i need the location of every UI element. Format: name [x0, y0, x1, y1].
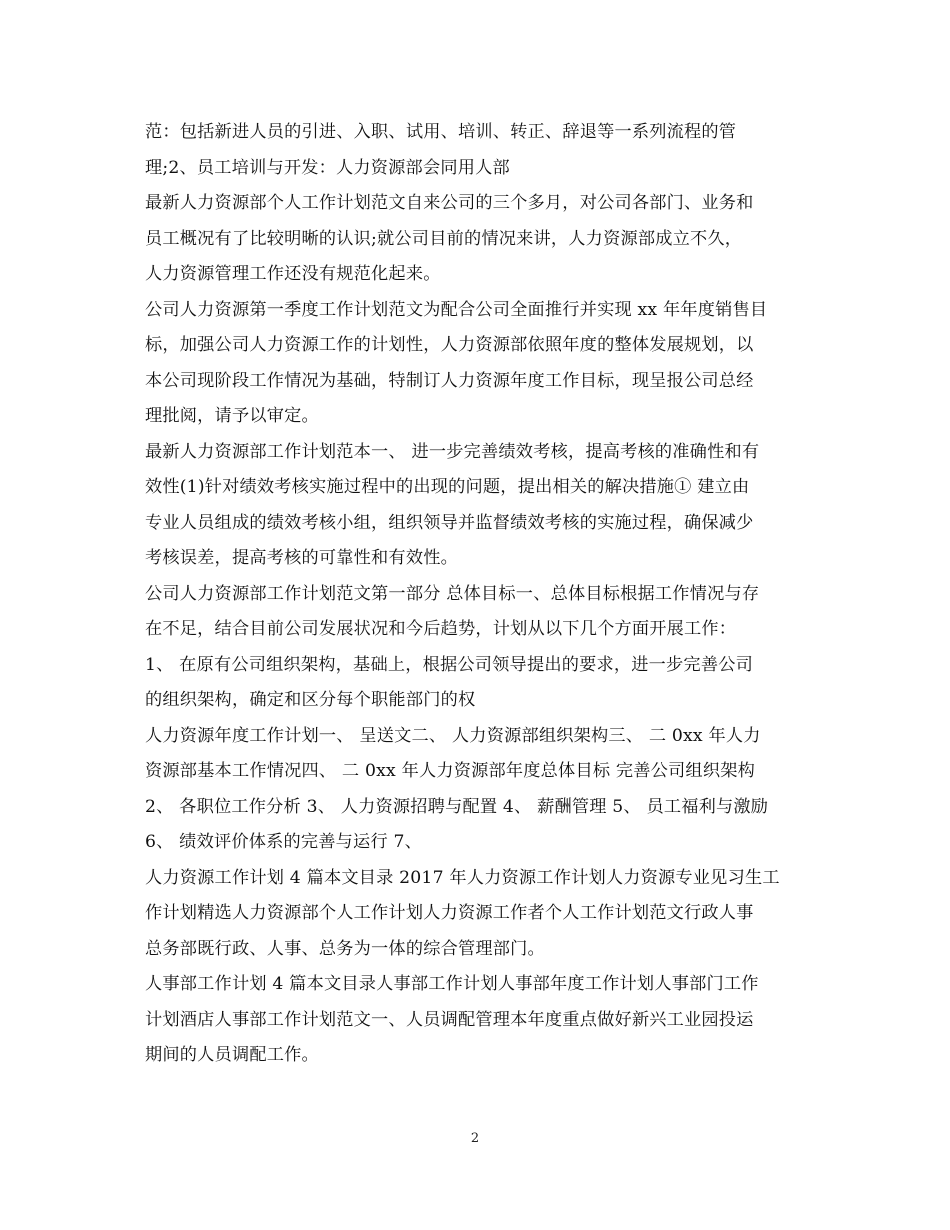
document-body: [145, 115, 810, 1074]
text-line: 人力资源管理工作还没有规范化起来。: [145, 264, 441, 284]
text-line: 的组织架构，确定和区分每个职能部门的权: [145, 690, 476, 710]
text-line: 1、 在原有公司组织架构，基础上，根据公司领导提出的要求，进一步完善公司: [145, 654, 753, 675]
page-number: 2: [470, 1131, 480, 1146]
text-line: 本公司现阶段工作情况为基础，特制订人力资源年度工作目标，现呈报公司总经: [145, 370, 754, 391]
text-line: 作计划精选人力资源部个人工作计划人力资源工作者个人工作计划范文行政人事: [145, 903, 754, 923]
text-line: 最新人力资源部工作计划范本一、 进一步完善绩效考核，提高考核的准确性和有: [145, 441, 760, 462]
text-line: 理;2、员工培训与开发：人力资源部会同用人部: [145, 157, 510, 178]
paragraph: [145, 115, 810, 186]
text-line: 6、 绩效评价体系的完善与运行 7、: [145, 832, 423, 852]
text-line: 专业人员组成的绩效考核小组，组织领导并监督绩效考核的实施过程，确保减少: [145, 512, 754, 533]
paragraph: [145, 577, 810, 719]
text-line: 公司人力资源第一季度工作计划范文为配合公司全面推行并实现 xx 年年度销售目: [145, 299, 768, 320]
text-line: 资源部基本工作情况四、 二 0xx 年人力资源部年度总体目标 完善公司组织架构: [145, 761, 755, 781]
paragraph: [145, 861, 810, 968]
text-line: 标，加强公司人力资源工作的计划性，人力资源部依照年度的整体发展规划，以: [145, 335, 754, 355]
text-line: 人力资源年度工作计划一、 呈送文二、 人力资源部组织架构三、 二 0xx 年人力: [145, 725, 761, 746]
text-line: 公司人力资源部工作计划范文第一部分 总体目标一、总体目标根据工作情况与存: [145, 583, 760, 604]
paragraph: [145, 435, 810, 577]
text-line: 最新人力资源部个人工作计划范文自来公司的三个多月，对公司各部门、业务和: [145, 193, 754, 213]
text-line: 效性(1)针对绩效考核实施过程中的出现的问题，提出相关的解决措施① 建立由: [145, 477, 750, 497]
paragraph: [145, 293, 810, 435]
paragraph: [145, 719, 810, 861]
text-line: 计划酒店人事部工作计划范文一、人员调配管理本年度重点做好新兴工业园投运: [145, 1009, 754, 1030]
text-line: 期间的人员调配工作。: [145, 1045, 319, 1065]
text-line: 总务部既行政、人事、总务为一体的综合管理部门。: [145, 938, 545, 959]
text-line: 人事部工作计划 4 篇本文目录人事部工作计划人事部年度工作计划人事部门工作: [145, 974, 759, 994]
paragraph: [145, 967, 810, 1074]
text-line: 考核误差，提高考核的可靠性和有效性。: [145, 548, 458, 568]
text-line: 员工概况有了比较明晰的认识;就公司目前的情况来讲，人力资源部成立不久，: [145, 228, 743, 249]
paragraph: [145, 186, 810, 293]
text-line: 理批阅，请予以审定。: [145, 406, 319, 426]
text-line: 人力资源工作计划 4 篇本文目录 2017 年人力资源工作计划人力资源专业见习生工: [145, 867, 780, 888]
text-line: 在不足，结合目前公司发展状况和今后趋势，计划从以下几个方面开展工作：: [145, 619, 737, 639]
text-line: 范：包括新进人员的引进、入职、试用、培训、转正、辞退等一系列流程的管: [145, 122, 737, 142]
text-line: 2、 各职位工作分析 3、 人力资源招聘与配置 4、 薪酬管理 5、 员工福利与激励: [145, 796, 769, 817]
